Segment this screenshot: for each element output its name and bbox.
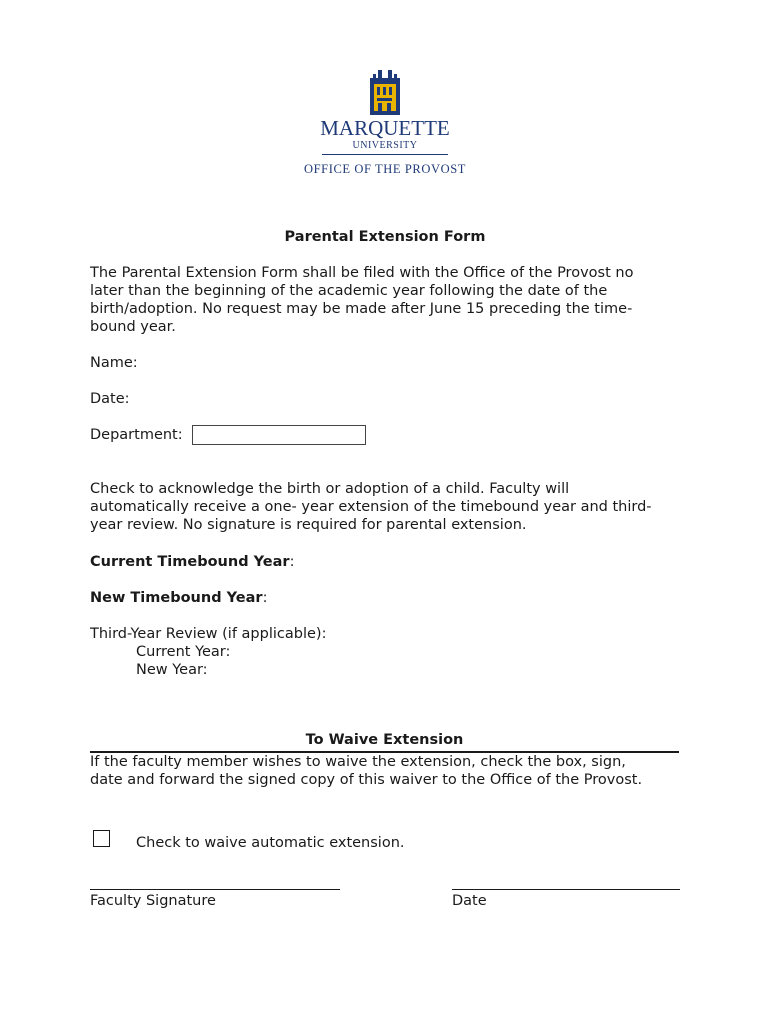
waiver-instruction-line: If the faculty member wishes to waive the extension, check the box, sign, bbox=[90, 754, 626, 770]
waive-heading: To Waive Extension bbox=[90, 731, 679, 753]
date-label: Date: bbox=[90, 391, 130, 407]
new-timebound-row bbox=[90, 589, 267, 607]
waive-checkbox[interactable] bbox=[93, 830, 110, 847]
faculty-signature-label: Faculty Signature bbox=[90, 893, 216, 909]
marquette-logo bbox=[292, 70, 478, 180]
new-timebound-label: New Timebound Year bbox=[90, 590, 263, 606]
date-line[interactable] bbox=[452, 889, 680, 890]
logo-university-name: MARQUETTE bbox=[320, 116, 450, 140]
waiver-instruction-line: date and forward the signed copy of this waiver to the Office of the Provost. bbox=[90, 772, 643, 788]
ack-line: year review. No signature is required for parental extension. bbox=[90, 517, 527, 533]
name-label: Name: bbox=[90, 355, 138, 371]
current-timebound-label: Current Timebound Year bbox=[90, 554, 290, 570]
ack-line: Check to acknowledge the birth or adoption of a child. Faculty will bbox=[90, 481, 570, 497]
logo-university-sub: UNIVERSITY bbox=[352, 140, 418, 151]
department-field[interactable] bbox=[192, 425, 366, 445]
department-label: Department: bbox=[90, 427, 183, 443]
third-year-label: Third-Year Review (if applicable): bbox=[90, 626, 327, 642]
colon: : bbox=[262, 590, 268, 606]
signature-date-label: Date bbox=[452, 893, 487, 909]
current-timebound-row bbox=[90, 553, 294, 571]
new-year-label: New Year: bbox=[136, 662, 208, 678]
intro-line: The Parental Extension Form shall be filed with the Office of the Provost no bbox=[90, 265, 634, 281]
current-year-label: Current Year: bbox=[136, 644, 231, 660]
intro-line: later than the beginning of the academic year following the date of the bbox=[90, 283, 608, 299]
signature-line[interactable] bbox=[90, 889, 340, 890]
marquette-crest-icon bbox=[292, 70, 478, 180]
logo-office: OFFICE OF THE PROVOST bbox=[303, 162, 467, 176]
colon: : bbox=[289, 554, 295, 570]
intro-line: bound year. bbox=[90, 319, 176, 335]
page-title: Parental Extension Form bbox=[284, 229, 486, 245]
waive-checkbox-label: Check to waive automatic extension. bbox=[136, 835, 405, 851]
intro-line: birth/adoption. No request may be made after June 15 preceding the time- bbox=[90, 301, 633, 317]
ack-line: automatically receive a one- year extension of the timebound year and third- bbox=[90, 499, 652, 515]
